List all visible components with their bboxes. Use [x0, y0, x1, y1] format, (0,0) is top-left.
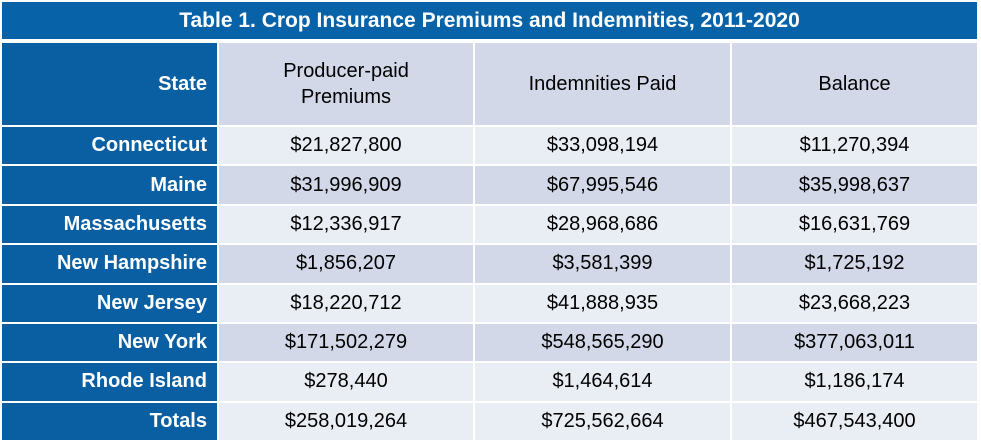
table-container — [2, 2, 977, 442]
cell-indemnities: $28,968,686 — [475, 206, 730, 243]
cell-balance: $377,063,011 — [732, 324, 977, 361]
cell-premiums: $18,220,712 — [219, 285, 473, 322]
row-header-state: Connecticut — [2, 127, 217, 164]
row-header-state: Rhode Island — [2, 363, 217, 400]
table-row — [2, 166, 977, 203]
row-header-state: Totals — [2, 403, 217, 440]
cell-balance: $1,186,174 — [732, 363, 977, 400]
column-header-state: State — [2, 43, 217, 125]
cell-indemnities: $41,888,935 — [475, 285, 730, 322]
table-row — [2, 324, 977, 361]
column-header-balance: Balance — [732, 43, 977, 125]
table-row — [2, 206, 977, 243]
cell-indemnities: $725,562,664 — [475, 403, 730, 440]
cell-indemnities: $3,581,399 — [475, 245, 730, 282]
table-row — [2, 127, 977, 164]
column-header-premiums — [219, 43, 473, 125]
cell-premiums: $1,856,207 — [219, 245, 473, 282]
totals-row — [2, 403, 977, 440]
row-header-state: New Hampshire — [2, 245, 217, 282]
cell-indemnities: $548,565,290 — [475, 324, 730, 361]
column-header-premiums-text: Producer-paid Premiums — [283, 60, 409, 108]
cell-balance: $16,631,769 — [732, 206, 977, 243]
row-header-state: Maine — [2, 166, 217, 203]
cell-premiums: $12,336,917 — [219, 206, 473, 243]
cell-premiums: $278,440 — [219, 363, 473, 400]
cell-premiums: $31,996,909 — [219, 166, 473, 203]
column-header-indemnities: Indemnities Paid — [475, 43, 730, 125]
row-header-state: New York — [2, 324, 217, 361]
cell-balance: $11,270,394 — [732, 127, 977, 164]
row-header-state: New Jersey — [2, 285, 217, 322]
cell-balance: $35,998,637 — [732, 166, 977, 203]
cell-balance: $467,543,400 — [732, 403, 977, 440]
row-header-state: Massachusetts — [2, 206, 217, 243]
cell-premiums: $21,827,800 — [219, 127, 473, 164]
table-row — [2, 363, 977, 400]
cell-indemnities: $33,098,194 — [475, 127, 730, 164]
table-title: Table 1. Crop Insurance Premiums and Indemnities, 2011-2020 — [2, 2, 977, 39]
table-row — [2, 285, 977, 322]
cell-balance: $23,668,223 — [732, 285, 977, 322]
header-row — [2, 43, 977, 125]
cell-premiums: $258,019,264 — [219, 403, 473, 440]
cell-premiums: $171,502,279 — [219, 324, 473, 361]
cell-indemnities: $1,464,614 — [475, 363, 730, 400]
table-row — [2, 245, 977, 282]
cell-indemnities: $67,995,546 — [475, 166, 730, 203]
cell-balance: $1,725,192 — [732, 245, 977, 282]
data-table — [0, 41, 979, 442]
